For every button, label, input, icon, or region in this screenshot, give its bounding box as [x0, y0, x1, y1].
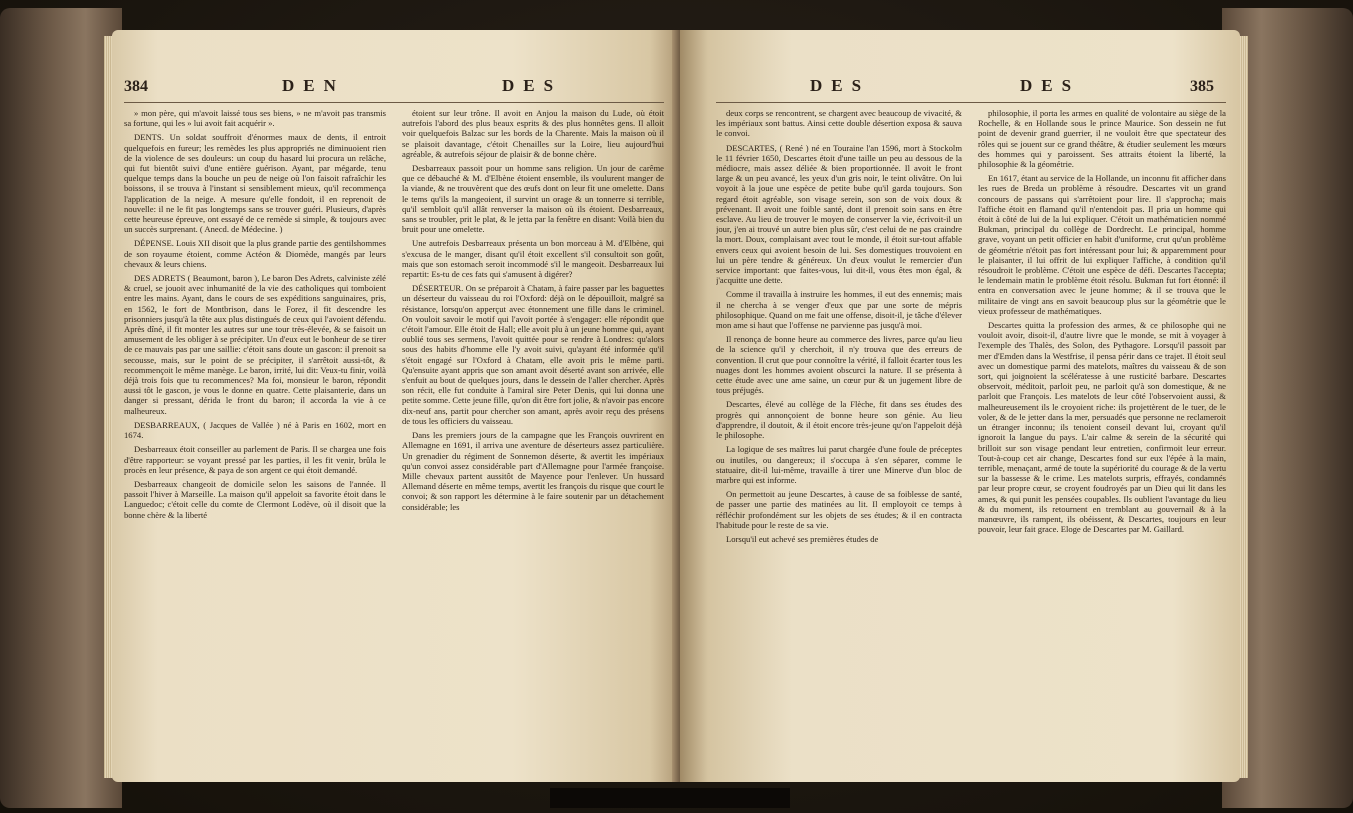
left-running-head-second: DES: [502, 76, 563, 95]
right-header-rule: [716, 102, 1226, 103]
right-column-1: [716, 108, 962, 782]
paragraph: DENTS. Un soldat souffroit d'énormes maux de dents, il entroit quelquefois en fureur; les remèdes les plus appropriés ne diminuoient rien de la violence de ses douleurs: un coup du hasard lui procura un relâche, qui fut bientôt suivi d'une entière guérison. Ayant, par mégarde, tenu quelque temps dans la bouche un peu de neige où l'on faisoit rafraîchir les boissons, il se trouva à l'instant si sensiblement mieux, qu'il recommença l'application de la neige. A mesure qu'elle fondoit, il en reprenoit de nouvelle: il ne le fit pas longtemps sans se trouver guéri. Plusieurs, d'après cette heureuse épreuve, ont essayé de ce remède si simple, & toujours avec un succès surprenant. ( Anecd. de Médecine. ): [124, 132, 386, 235]
paragraph: philosophie, il porta les armes en qualité de volontaire au siège de la Rochelle, & en Hollande sous le prince Maurice. Son dessein ne fut point de devenir grand guerrier, il ne vouloit être que spectateur des rôles qui se jouent sur ce grand théâtre, & étudier seulement les mœurs des hommes qui y paroissent. Ses attraits étoient la liberté, la philosophie & la géométrie.: [978, 108, 1226, 170]
left-header-rule: [124, 102, 664, 103]
left-column-1: [124, 108, 386, 782]
paragraph: Comme il travailla à instruire les hommes, il eut des ennemis; mais il ne chercha à se venger d'eux que par une sorte de mépris philosophique. Quand on me fait une offense, disoit-il, je tâche d'élever mon ame si haut que l'offense ne parvienne pas jusqu'à moi.: [716, 289, 962, 331]
paragraph: DESBARREAUX, ( Jacques de Vallée ) né à Paris en 1602, mort en 1674.: [124, 419, 386, 441]
paragraph: Dans les premiers jours de la campagne que les François ouvrirent en Allemagne en 1691, il arriva une aventure de déserteurs assez particulière. Un grenadier du régiment de Sonnemon déserte, & avertit les impériaux qu'un convoi assez considérable part d'Allemagne pour l'armée françoise. Mille chevaux partent aussitôt de Mayence pour l'enlever. Un hussard Allemand déserte en même temps, avertit les françois du risque que court le convoi; & son rapport les détermine à le faire soutenir par un détachement considérable; les: [402, 430, 664, 512]
right-column-2: [978, 108, 1226, 782]
paragraph: On permettoit au jeune Descartes, à cause de sa foiblesse de santé, de passer une partie des matinées au lit. Il employoit ce temps à réfléchir profondément sur les objets de ses études; & il en contracta l'habitude pour le reste de sa vie.: [716, 489, 962, 530]
left-running-head-first: DEN: [282, 76, 345, 95]
paragraph: Desbarreaux passoit pour un homme sans religion. Un jour de carême que ce débauché & M. d'Elbène étoient ensemble, ils voulurent manger de la viande, & ne trouvèrent que des œufs dont on leur fit une omelette. Dans le tems qu'ils la mangeoient, il survint un orage & un tonnerre si terrible, qu'il sembloit qu'il allât renverser la maison où ils étoient. Desbarreaux, sans se troubler, prit le plat, & le jetta par la fenêtre en disant: Voilà bien du bruit pour une omelette.: [402, 163, 664, 235]
left-page: [112, 30, 684, 782]
paragraph: DESCARTES, ( René ) né en Touraine l'an 1596, mort à Stockolm le 11 février 1650, Descartes étoit d'une taille un peu au dessous de la médiocre, mais assez déliée & bien proportionnée. Il avoit le front large & un peu avancé, les yeux d'un gris noir, le teint olivâtre. On lui voyoit à la joue une espèce de petite bube qu'il garda toujours. Son regard étoit agréable, son visage serein, son son de voix doux & prévenant. Il avoit une foible santé, dont il prenoit soin sans en être esclave. Au lieu de trouver le moyen de conserver la vie, écrivoit-il un jour, j'en ai trouvé un autre bien plus sûr, c'est celui de ne pas craindre la mort. Doux, complaisant avec tout le monde, il étoit sur-tout affable envers ceux qui avoient besoin de lui. Ses domestiques trouvoient en lui un père tendre & généreux. Un d'eux voulut le remercier d'un service important: que faites-vous, lui dit-il, vous êtes mon égal, & j'acquitte une dette.: [716, 142, 962, 286]
right-running-head-first: DES: [810, 76, 871, 95]
paragraph: » mon père, qui m'avoit laissé tous ses biens, » ne m'avoit pas transmis sa fortune, qui les » lui avoit fait acquérir ».: [124, 108, 386, 129]
paragraph: Descartes, élevé au collège de la Flèche, fit dans ses études des progrès qui annonçoient de bonne heure son génie. Au lieu d'apprendre, il doutoit, & il étoit encore très-jeune qu'on l'appeloit déjà le philosophe.: [716, 399, 962, 441]
right-page-number: 385: [1190, 78, 1214, 95]
paragraph: Desbarreaux changeoit de domicile selon les saisons de l'année. Il passoit l'hiver à Marseille. La maison qu'il appeloit sa favorite étoit dans le Languedoc; c'étoit celle du comte de Clermont Lodève, où il disoit que la bonne chère & la liberté: [124, 478, 386, 520]
paragraph: En 1617, étant au service de la Hollande, un inconnu fit afficher dans les rues de Breda un problème à résoudre. Descartes vit un grand concours de passans qui s'arrêtoient pour lire. Il s'approcha; mais l'affiche étoit en flamand qu'il n'entendoit pas. Il pria un homme qui étoit à côté de lui de la lui expliquer. C'étoit un mathématicien nommé Bukman, principal du collège de Dordrecht. Le principal, homme grave, voyant un petit officier en habit d'uniforme, crut qu'un problème de géométrie n'étoit pas fort intéressant pour lui; & apparemment pour le plaisanter, il lui offrit de lui expliquer l'affiche, à condition qu'il résoudroit le problème. C'étoit une espèce de défi. Descartes l'accepta; le lendemain matin le problème étoit résolu. Bukman fut fort étonné: il entra en conversation avec le jeune homme; & il se trouva que le militaire de vingt ans en savoit beaucoup plus sur la géométrie que le vieux professeur de mathématiques.: [978, 173, 1226, 316]
book-strap-shadow: [550, 788, 790, 808]
right-page: [680, 30, 1240, 782]
paragraph: La logique de ses maîtres lui parut chargée d'une foule de préceptes ou inutiles, ou dangereux; il s'occupa à s'en séparer, comme le statuaire, dit-il lui-même, travaille à tirer une Minerve d'un bloc de marbre qui est informe.: [716, 444, 962, 485]
right-running-head-second: DES: [1020, 76, 1081, 95]
paragraph: Desbarreaux étoit conseiller au parlement de Paris. Il se chargea une fois d'être rapporteur: se voyant pressé par les parties, il les fit venir, brûla le procès en leur présence, & paya de son argent ce qui étoit demandé.: [124, 444, 386, 475]
left-page-number: 384: [124, 78, 148, 95]
left-column-2: [402, 108, 664, 782]
paragraph: Descartes quitta la profession des armes, & ce philosophe qui ne vouloit avoir, disoit-il, d'autre livre que le monde, se mit à voyager à l'exemple des Thalès, des Solon, des Pythagore. Lorsqu'il passoit par mer d'Emden dans la Westfrise, il pensa périr dans ce trajet. Il étoit seul avec un domestique parmi des matelots, maîtres du vaisseau & de son sort, qui joignoient la scélératesse à une rusticité barbare. Descartes observoit, méditoit, parloit peu, ne parloit qu'à son domestique, & ne parloit que François. Les matelots de leur côté l'observoient aussi, & malheureusement ils le croyoient riche: ils projettèrent de le tuer, de le voler, & de le jetter dans la mer, persuadés que personne ne reclameroit un étranger inconnu; ils tenoient conseil devant lui, croyant qu'il ignoroit la langue du pays. L'air calme & serein de la sécurité qui brilloit sur son visage pendant leur entretien, confirmoit leur erreur. Tout-à-coup cet air change, Descartes fond sur eux l'épée à la main, terrible, menaçant, armé de toute la supériorité du courage & de la vertu sur la bassesse & le crime. Les matelots surpris, effrayés, condamnés par leur propre cœur, se croyent foudroyés par un Dieu qui lit dans les ames, & qui punit les pensées coupables. Ils oublient l'avantage du lieu & du moment, ils retournent en tremblant au gouvernail & à la manœuvre, ils rampent, ils obéissent, & Descartes, toujours en leur pouvoir, leur fait grace. Eloge de Descartes par M. Gaillard.: [978, 320, 1226, 535]
paragraph: DÉPENSE. Louis XII disoit que la plus grande partie des gentilshommes de son royaume étoient, comme Actéon & Diomède, mangés par leurs chevaux & leurs chiens.: [124, 238, 386, 269]
paragraph: deux corps se rencontrent, se chargent avec beaucoup de vivacité, & les impériaux sont battus. Ainsi cette double désertion exposa & sauva le convoi.: [716, 108, 962, 139]
paragraph: DES ADRETS ( Beaumont, baron ), Le baron Des Adrets, calviniste zélé & cruel, se jouoit avec inhumanité de la vie des catholiques qui tomboient entre les mains. Ayant, dans le cours de ses expéditions sanguinaires, pris, en 1562, le fort de Montbrison, dans le Forez, il fit descendre les prisonniers jusqu'à la tête aux plus distingués de ceux qui l'avoient défendu. Après dîné, il fit monter les autres sur une tour très-élevée, & se faisoit un amusement de les obliger à se précipiter. Un d'eux eut le bonheur de se tirer de ce mauvais pas par une saillie: c'étoit sans doute un gascon: il prenoit sa secousse, mais, sur le point de se précipiter, il s'arrêtoit aussi-tôt, & recommençoit le même manège. Le baron, irrité, lui dit: Veux-tu finir, voilà déjà trois fois que tu recommences? Ma foi, monsieur le baron, répondit aussi tôt le gascon, je vous le donne en quatre. Cette plaisanterie, dans un danger si pressant, dérida le front du baron; il accorda la vie à ce malheureux.: [124, 273, 386, 416]
paragraph: Lorsqu'il eut achevé ses premières études de: [726, 533, 879, 544]
paragraph: étoient sur leur trône. Il avoit en Anjou la maison du Lude, où étoit autrefois l'abord des plus beaux esprits & des plus honnêtes gens. Il alloit voir quelquefois Balzac sur les bords de la Charente. Mais la maison où il se plaisoit davantage, c'étoit Chenailles sur la Loire, lieu aujourd'hui agréable, & autrefois séjour de plaisir & de bonne chère.: [402, 108, 664, 159]
paragraph: DÉSERTEUR. On se préparoit à Chatam, à faire passer par les baguettes un déserteur du vaisseau du roi l'Oxford: déjà on le dépouilloit, malgré sa résistance, lorsqu'on apperçut avec étonnement une fille dans le criminel. On vouloit savoir le motif qui l'avoit portée à s'engager: elle répondit que c'étoit l'amour. Elle étoit de Hall; elle avoit plu à un jeune homme qui, ayant oublié tous ses sermens, l'avoit quittée pour se rendre à Londres: qu'alors sous des habits d'homme elle l'y avoit suivi, qu'ayant été informée qu'il s'étoit engagé sur l'Oxford à Chatam, elle avoit pris le même parti. Qu'ensuite ayant appris que son amant avoit déserté avant son arrivée, elle s'enfuit au bout de quelques jours, dans le dessein de l'aller chercher. Après son récit, elle fut conduite à l'amiral sire Peter Denis, qui lui donna une petite somme. Cette jeune fille, qu'on dit être fort jolie, & n'avoir pas encore dix-neuf ans, partit pour chercher son amant, après avoir reçu des présens de tous les officiers du vaisseau.: [402, 283, 664, 426]
paragraph: Il renonça de bonne heure au commerce des livres, parce qu'au lieu de la science qu'il y cherchoit, il n'y trouva que des erreurs de convention. Il crut que pour connoître la vérité, il falloit écarter tous les nuages dont les hommes avoient obscurci la nature. Il se présenta à cette étude avec une ame saine, un cœur pur & un jugement libre de tous préjugés.: [716, 334, 962, 396]
paragraph: Une autrefois Desbarreaux présenta un bon morceau à M. d'Elbène, qui s'excusa de le manger, disant qu'il étoit excellent s'il consultoit son goût, mais que son estomach seroit incommodé s'il le mangeoit. Desbarreaux lui repartit: Es-tu de ces fats qui s'amusent à digérer?: [402, 238, 664, 280]
